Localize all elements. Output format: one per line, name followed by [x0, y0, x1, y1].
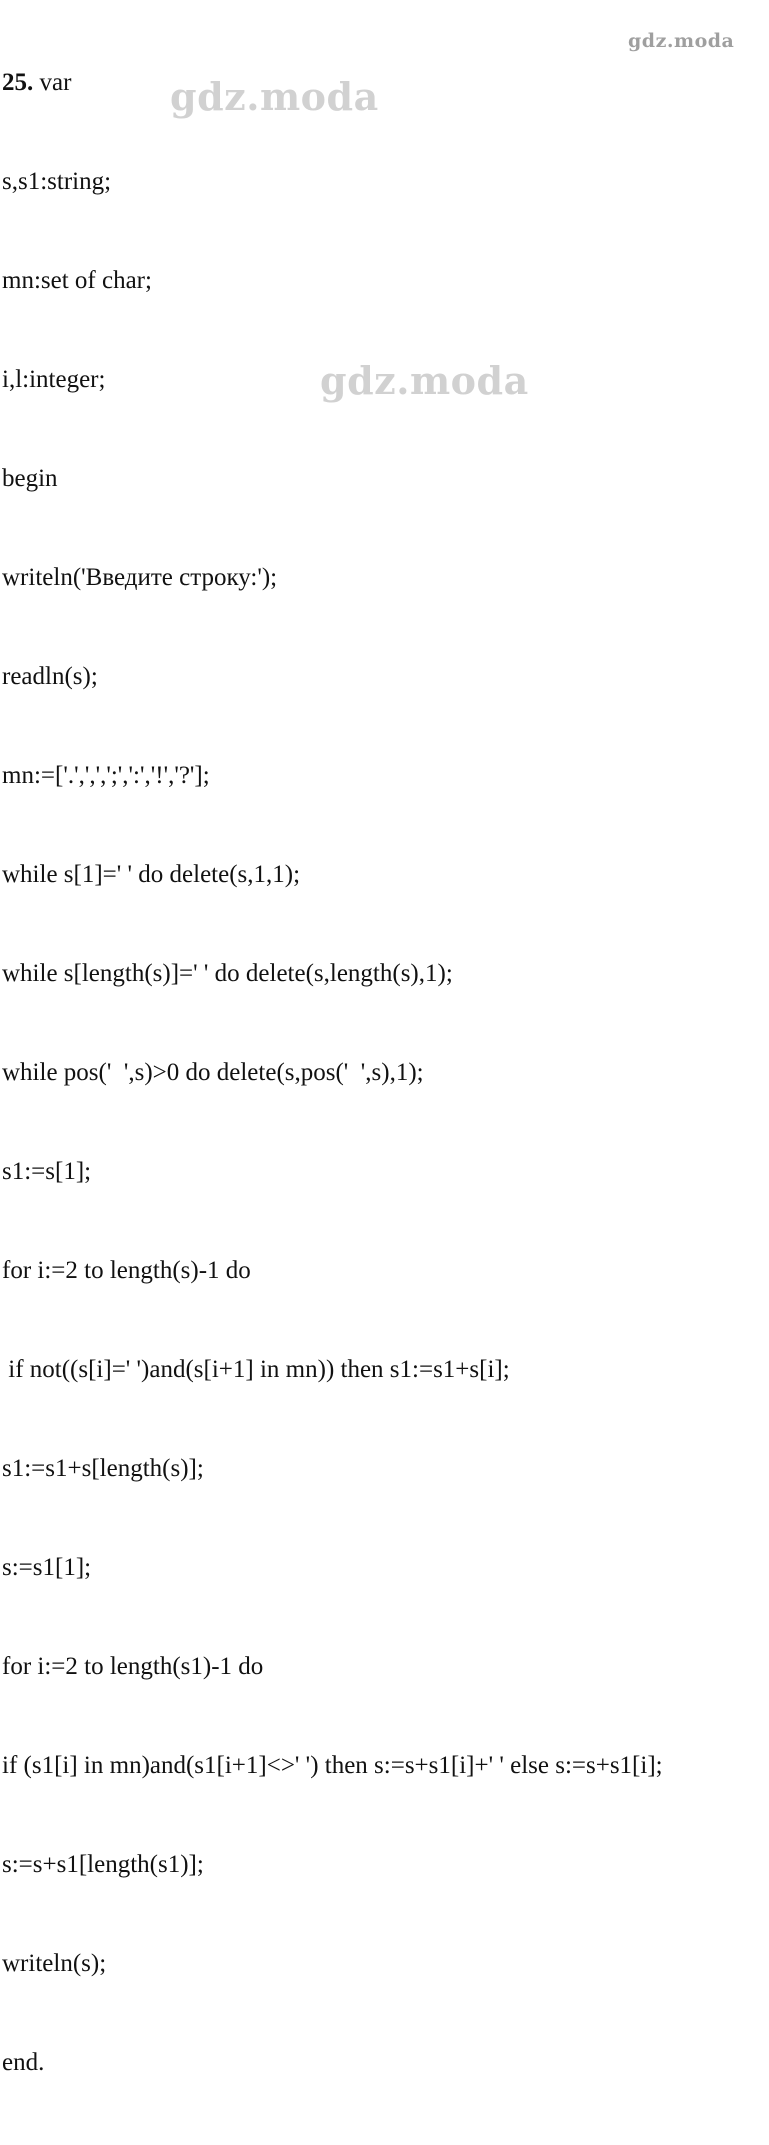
code-line-1: [2, 66, 769, 99]
watermark-middle-1: gdz.moda: [170, 74, 379, 119]
code-line-8: mn:=['.',',',';',':','!','?'];: [2, 762, 210, 789]
problem-number: 25.: [2, 69, 34, 96]
code-line-20: writeln(s);: [2, 1950, 107, 1977]
code-line-19: s:=s+s1[length(s1)];: [2, 1851, 204, 1878]
code-line-13: for i:=2 to length(s)-1 do: [2, 1257, 251, 1284]
code-line-16: s:=s1[1];: [2, 1554, 92, 1581]
code-line-5: begin: [2, 465, 58, 492]
code-line-10: while s[length(s)]=' ' do delete(s,length(s),1);: [2, 960, 453, 987]
code-line-15: s1:=s1+s[length(s)];: [2, 1455, 204, 1482]
code-line-2: s,s1:string;: [2, 168, 112, 195]
code-line-14: if not((s[i]=' ')and(s[i+1] in mn)) then s1:=s1+s[i];: [2, 1356, 510, 1383]
watermark-top-right: gdz.moda: [628, 30, 735, 52]
code-listing: [2, 0, 769, 2145]
code-line-7: readln(s);: [2, 663, 98, 690]
code-line-6: writeln('Введите строку:');: [2, 564, 278, 591]
code-line-text: var: [33, 69, 72, 96]
code-line-18: if (s1[i] in mn)and(s1[i+1]<>' ') then s:=s+s1[i]+' ' else s:=s+s1[i];: [2, 1752, 663, 1779]
watermark-middle-2: gdz.moda: [320, 358, 529, 403]
code-line-11: while pos(' ',s)>0 do delete(s,pos(' ',s),1);: [2, 1059, 424, 1086]
code-line-3: mn:set of char;: [2, 267, 152, 294]
code-line-12: s1:=s[1];: [2, 1158, 92, 1185]
code-line-4: i,l:integer;: [2, 366, 106, 393]
code-line-9: while s[1]=' ' do delete(s,1,1);: [2, 861, 301, 888]
code-line-21: end.: [2, 2049, 45, 2076]
code-line-17: for i:=2 to length(s1)-1 do: [2, 1653, 264, 1680]
